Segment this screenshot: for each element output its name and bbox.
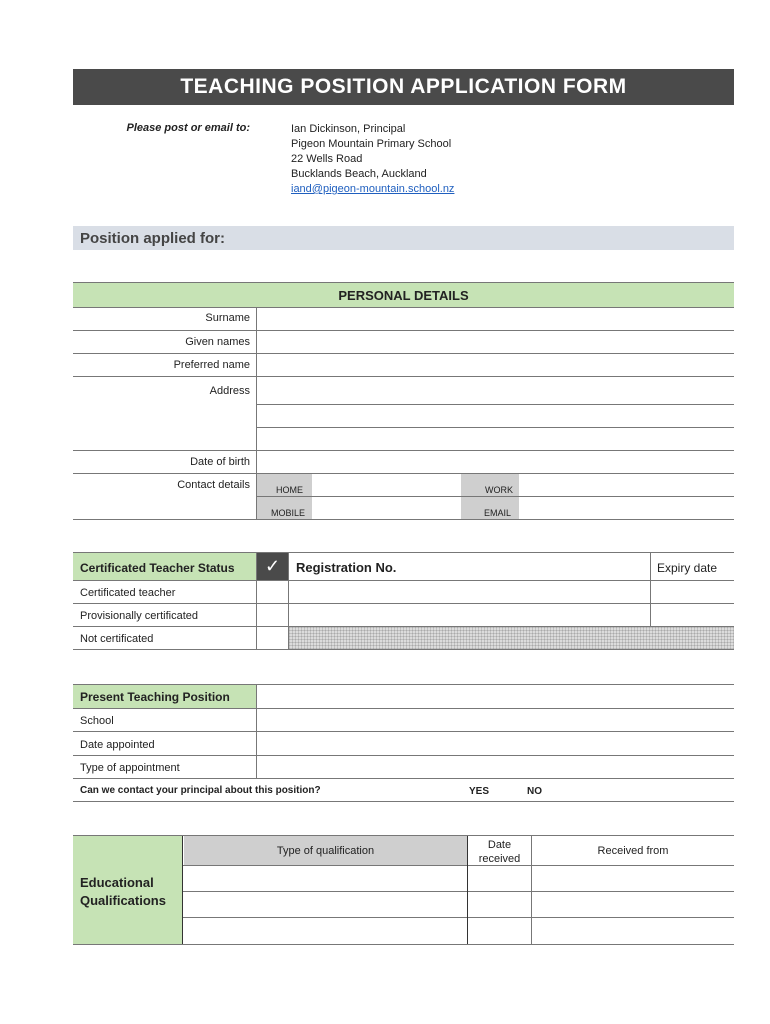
received-from-header: Received from bbox=[597, 845, 669, 857]
date-received-header-line1: Date bbox=[487, 839, 512, 851]
home-phone-label: HOME bbox=[276, 485, 303, 495]
address-label: Address bbox=[209, 385, 250, 397]
not-certificated-label: Not certificated bbox=[80, 633, 154, 645]
present-position-input[interactable] bbox=[258, 685, 733, 707]
home-phone-input[interactable] bbox=[313, 474, 460, 496]
check-icon: ✓ bbox=[257, 553, 288, 580]
expiry-date-heading: Expiry date bbox=[657, 561, 718, 575]
contact-details-label: Contact details bbox=[177, 479, 250, 491]
certificated-status-heading: Certificated Teacher Status bbox=[80, 561, 235, 575]
expiry-date-input[interactable] bbox=[651, 581, 733, 603]
date-of-birth-label: Date of birth bbox=[190, 456, 250, 468]
qualification-type-input-1[interactable] bbox=[184, 866, 466, 890]
address-input[interactable] bbox=[258, 377, 733, 449]
qualifications-label-line1: Educational bbox=[80, 875, 154, 890]
personal-details-heading: PERSONAL DETAILS bbox=[73, 283, 734, 307]
date-received-input-3[interactable] bbox=[469, 918, 530, 943]
certificated-teacher-label: Certificated teacher bbox=[80, 587, 176, 599]
date-appointed-label: Date appointed bbox=[80, 739, 155, 751]
surname-label: Surname bbox=[205, 312, 250, 324]
type-of-appointment-input[interactable] bbox=[258, 756, 733, 777]
received-from-input-3[interactable] bbox=[533, 918, 733, 943]
date-of-birth-input[interactable] bbox=[258, 451, 733, 472]
registration-no-heading: Registration No. bbox=[296, 560, 397, 575]
date-received-header-line2: received bbox=[478, 853, 521, 865]
mobile-input[interactable] bbox=[313, 497, 460, 519]
principal-name: Ian Dickinson, Principal bbox=[291, 123, 406, 135]
work-phone-label: WORK bbox=[485, 485, 513, 495]
received-from-input-1[interactable] bbox=[533, 866, 733, 890]
preferred-name-label: Preferred name bbox=[173, 359, 250, 371]
suburb-city: Bucklands Beach, Auckland bbox=[291, 168, 427, 180]
date-received-header bbox=[468, 838, 531, 866]
surname-input[interactable] bbox=[258, 308, 733, 329]
qualification-type-input-3[interactable] bbox=[184, 918, 466, 943]
email-input[interactable] bbox=[520, 497, 733, 519]
form-title: TEACHING POSITION APPLICATION FORM bbox=[73, 69, 734, 105]
not-certificated-hatch bbox=[289, 627, 734, 649]
contact-principal-question: Can we contact your principal about this position? bbox=[80, 785, 321, 796]
registration-no-input[interactable] bbox=[289, 581, 650, 603]
street-address: 22 Wells Road bbox=[291, 153, 363, 165]
received-from-input-2[interactable] bbox=[533, 892, 733, 916]
school-input[interactable] bbox=[258, 709, 733, 730]
provisionally-certificated-label: Provisionally certificated bbox=[80, 610, 198, 622]
position-applied-field[interactable]: Position applied for: bbox=[73, 226, 734, 250]
date-received-input-2[interactable] bbox=[469, 892, 530, 916]
email-link[interactable]: iand@pigeon-mountain.school.nz bbox=[291, 183, 455, 195]
present-position-heading: Present Teaching Position bbox=[80, 690, 230, 704]
type-of-qualification-header: Type of qualification bbox=[276, 845, 375, 857]
qualifications-label-line2: Qualifications bbox=[80, 893, 166, 908]
school-name: Pigeon Mountain Primary School bbox=[291, 138, 452, 150]
post-to-label: Please post or email to: bbox=[126, 122, 250, 134]
date-received-input-1[interactable] bbox=[469, 866, 530, 890]
school-label: School bbox=[80, 715, 114, 727]
type-of-appointment-label: Type of appointment bbox=[80, 762, 180, 774]
email-label: EMAIL bbox=[484, 508, 512, 518]
given-names-input[interactable] bbox=[258, 331, 733, 352]
work-phone-input[interactable] bbox=[520, 474, 733, 496]
no-option[interactable]: NO bbox=[527, 786, 542, 797]
provisionally-certificated-checkbox[interactable] bbox=[257, 604, 288, 626]
given-names-label: Given names bbox=[185, 336, 250, 348]
certificated-teacher-checkbox[interactable] bbox=[257, 581, 288, 603]
qualification-type-input-2[interactable] bbox=[184, 892, 466, 916]
preferred-name-input[interactable] bbox=[258, 354, 733, 375]
not-certificated-checkbox[interactable] bbox=[257, 627, 288, 649]
post-to-address bbox=[291, 122, 454, 197]
date-appointed-input[interactable] bbox=[258, 732, 733, 754]
qualifications-label bbox=[80, 874, 166, 910]
mobile-label: MOBILE bbox=[271, 508, 306, 518]
yes-option[interactable]: YES bbox=[469, 786, 490, 797]
